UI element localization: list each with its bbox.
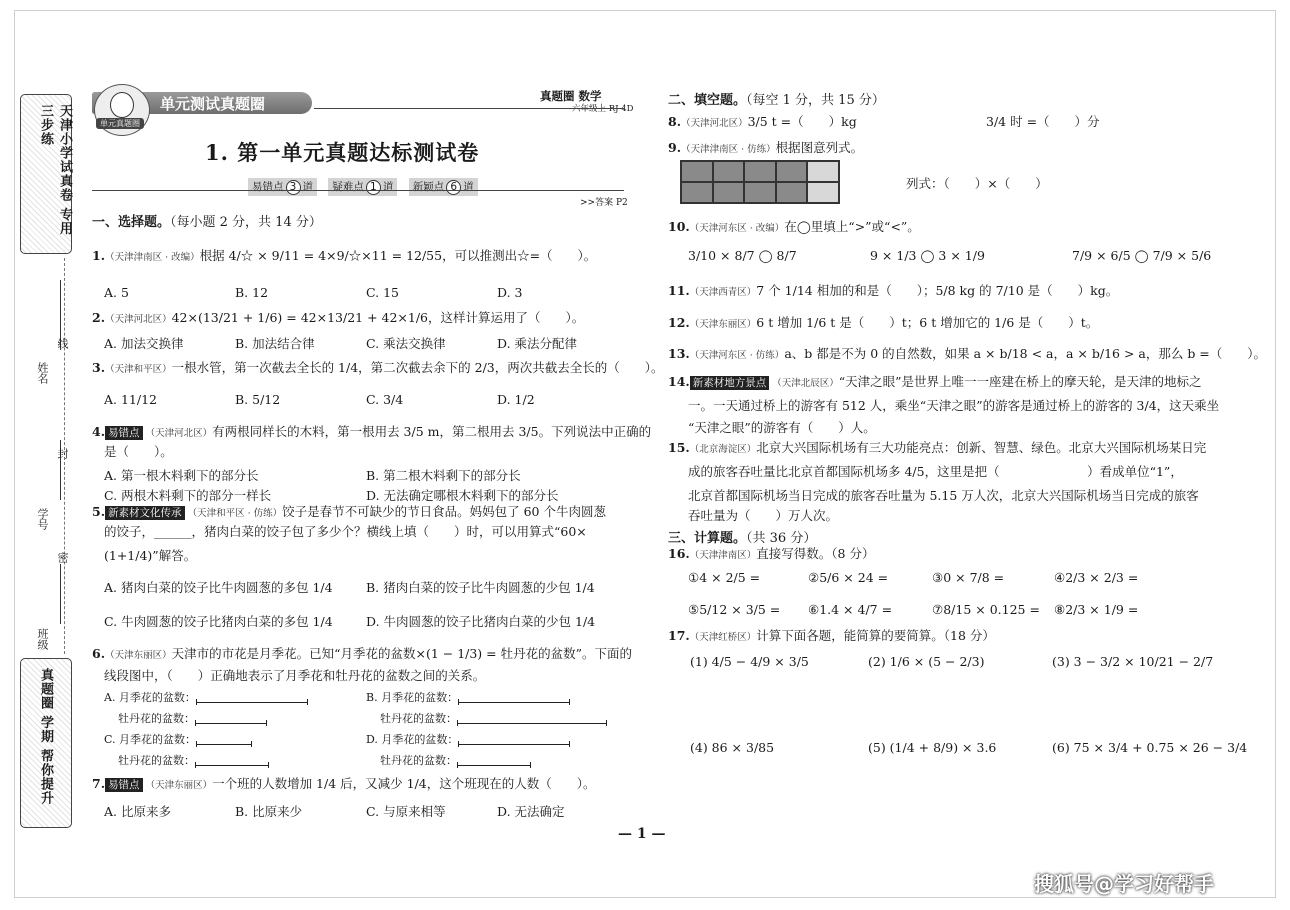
q6-option-d: D. 月季花的盆数： <box>366 731 570 747</box>
q6-option-b: B. 月季花的盆数： <box>366 689 570 705</box>
q3-option-b: B. 5/12 <box>235 392 281 407</box>
question-11: 11.（天津西青区）7 个 1/14 相加的和是（ ）；5/8 kg 的 7/10 是（ ）kg。 <box>668 283 1119 298</box>
count-hard: 疑难点 1 道 <box>328 178 397 196</box>
question-15-line3: 北京首都国际机场当日完成的旅客吞吐量为 5.15 万人次，北京大兴国际机场当日完成的旅客 <box>688 488 1199 503</box>
section3-heading: 三、计算题。（共 36 分） <box>668 531 817 546</box>
q3-option-c: C. 3/4 <box>366 392 404 407</box>
q16-item-8: ⑧2/3 × 1/9 = <box>1054 602 1139 617</box>
strip-top-text: 天津小学试真卷 专用 三步练 <box>38 104 72 236</box>
q6-option-b-sub: 牡丹花的盆数： <box>380 710 607 726</box>
section2-heading: 二、填空题。（每空 1 分，共 15 分） <box>668 93 885 108</box>
banner-title: 单元测试真题圈 <box>160 95 266 113</box>
q6-option-c: C. 月季花的盆数： <box>104 731 252 747</box>
question-14-line2: 一。一天通过桥上的游客有 512 人，乘坐“天津之眼”的游客是通过桥上的游客的 3/4，这天乘坐 <box>688 398 1220 413</box>
q6-option-a-sub: 牡丹花的盆数： <box>118 710 267 726</box>
difficulty-counts <box>248 178 486 196</box>
q16-item-5: ⑤5/12 × 3/5 = <box>688 602 781 617</box>
q1-option-d: D. 3 <box>497 285 523 300</box>
question-9-formula: 列式：（ ）×（ ） <box>906 176 1048 191</box>
q5-option-d: D. 牛肉圆葱的饺子比猪肉白菜的少包 1/4 <box>366 614 596 629</box>
q1-option-a: A. 5 <box>104 285 129 300</box>
class-underline <box>60 564 61 624</box>
section1-heading: 一、选择题。（每小题 2 分，共 14 分） <box>92 215 322 230</box>
question-6-line2: 线段图中，（ ）正确地表示了月季花和牡丹花的盆数之间的关系。 <box>104 668 486 683</box>
q2-option-a: A. 加法交换律 <box>104 336 184 351</box>
question-8: 8.（天津河北区）3/5 t =（ ）kg <box>668 114 857 129</box>
q3-option-a: A. 11/12 <box>104 392 157 407</box>
question-1: 1.（天津津南区 · 改编）根据 4/☆ × 9/11 = 4×9/☆×11 = 12/55，可以推测出☆=（ ）。 <box>92 248 597 263</box>
q7-option-d: D. 无法确定 <box>497 804 565 819</box>
question-9: 9.（天津津南区 · 仿练）根据图意列式。 <box>668 140 864 155</box>
question-10: 10.（天津河东区 · 改编）在◯里填上“>”或“<”。 <box>668 219 920 234</box>
header-rule <box>314 108 624 109</box>
q5-option-b: B. 猪肉白菜的饺子比牛肉圆葱的少包 1/4 <box>366 580 595 595</box>
question-14: 14. 新素材地方景点 （天津北辰区）“天津之眼”是世界上唯一一座建在桥上的摩天轮，是天津的地标之 <box>668 374 1202 389</box>
question-4: 4. 易错点 （天津河北区）有两根同样长的木料，第一根用去 3/5 m，第二根用去 3/5。下列说法中正确的 <box>92 424 652 439</box>
question-2: 2.（天津河北区）42×(13/21 + 1/6) = 42×13/21 + 42×1/6，这样计算运用了（ ）。 <box>92 310 585 325</box>
q7-option-a: A. 比原来多 <box>104 804 171 819</box>
page-title: 1. 第一单元真题达标测试卷 <box>205 140 480 165</box>
question-6: 6.（天津东丽区）天津市的市花是月季花。已知“月季花的盆数×(1 − 1/3) = 牡丹花的盆数”。下面的 <box>92 646 632 661</box>
q6-option-d-sub: 牡丹花的盆数： <box>380 752 531 768</box>
question-4-line2: 是（ ）。 <box>104 444 173 459</box>
q1-option-b: B. 12 <box>235 285 269 300</box>
q16-item-1: ①4 × 2/5 = <box>688 570 761 585</box>
count-novel: 新颖点 6 道 <box>409 178 478 196</box>
question-5-line2: 的饺子，______，猪肉白菜的饺子包了多少个？横线上填（ ）时，可以用算式“60× <box>104 524 587 539</box>
q17-item-6: (6) 75 × 3/4 + 0.75 × 26 − 3/4 <box>1052 740 1248 755</box>
logo-boy-icon <box>110 92 134 118</box>
question-16: 16.（天津津南区）直接写得数。（8 分） <box>668 546 875 561</box>
question-5: 5. 新素材文化传承 （天津和平区 · 仿练）饺子是春节不可缺少的节日食品。妈妈包了 60 个牛肉圆葱 <box>92 504 606 519</box>
q16-item-6: ⑥1.4 × 4/7 = <box>808 602 893 617</box>
question-3: 3.（天津和平区）一根水管，第一次截去全长的 1/4，第二次截去余下的 2/3，两次共截去全长的（ ）。 <box>92 360 664 375</box>
q10-item-2: 9 × 1/3 ◯ 3 × 1/9 <box>870 248 985 263</box>
series-label: 真题圈 数学 <box>540 89 602 103</box>
question-7: 7. 易错点 （天津东丽区）一个班的人数增加 1/4 后，又减少 1/4，这个班现在的人数（ ）。 <box>92 776 596 791</box>
label-feng: 封 <box>56 448 69 459</box>
q17-item-2: (2) 1/6 × (5 − 2/3) <box>868 654 985 669</box>
q16-item-2: ②5/6 × 24 = <box>808 570 889 585</box>
question-13: 13.（天津河东区 · 仿练）a、b 都是不为 0 的自然数，如果 a × b/18 < a，a × b/16 > a，那么 b =（ ）。 <box>668 346 1267 361</box>
q17-item-5: (5) (1/4 + 8/9) × 3.6 <box>868 740 997 755</box>
page-number: — 1 — <box>618 826 666 842</box>
question-15-line2: 成的旅客吞吐量比北京首都国际机场多 4/5，这里是把（ ）看成单位“1”， <box>688 464 1183 479</box>
q7-option-b: B. 比原来少 <box>235 804 303 819</box>
q4-option-d: D. 无法确定哪根木料剩下的部分长 <box>366 488 559 503</box>
shaded-grid-figure <box>680 160 840 204</box>
label-id: 学号 <box>36 508 49 530</box>
question-12: 12.（天津东丽区）6 t 增加 1/6 t 是（ ）t；6 t 增加它的 1/6 是（ ）t。 <box>668 315 1099 330</box>
q5-option-a: A. 猪肉白菜的饺子比牛肉圆葱的多包 1/4 <box>104 580 333 595</box>
strip-bottom-text: 真题圈 学期 帮你提升 <box>38 668 53 806</box>
q1-option-c: C. 15 <box>366 285 399 300</box>
q4-option-a: A. 第一根木料剩下的部分长 <box>104 468 259 483</box>
q2-option-c: C. 乘法交换律 <box>366 336 446 351</box>
label-mi: 密 <box>56 552 69 563</box>
header-divider <box>92 190 624 191</box>
q16-item-7: ⑦8/15 × 0.125 = <box>932 602 1040 617</box>
question-15: 15.（北京海淀区）北京大兴国际机场有三大功能亮点：创新、智慧、绿色。北京大兴国际机场某日完 <box>668 440 1207 455</box>
answer-ref: >>答案 P2 <box>580 198 628 208</box>
q5-option-c: C. 牛肉圆葱的饺子比猪肉白菜的多包 1/4 <box>104 614 333 629</box>
question-14-line3: “天津之眼”的游客有（ ）人。 <box>688 420 876 435</box>
q10-item-3: 7/9 × 6/5 ◯ 7/9 × 5/6 <box>1072 248 1212 263</box>
label-xian: 线 <box>56 338 69 349</box>
q2-option-b: B. 加法结合律 <box>235 336 315 351</box>
q4-option-c: C. 两根木料剩下的部分一样长 <box>104 488 272 503</box>
q6-option-c-sub: 牡丹花的盆数： <box>118 752 269 768</box>
q17-item-4: (4) 86 × 3/85 <box>690 740 775 755</box>
watermark: 搜狐号@学习好帮手 <box>1034 872 1214 896</box>
q4-option-b: B. 第二根木料剩下的部分长 <box>366 468 521 483</box>
question-8-b: 3/4 时 =（ ）分 <box>986 114 1100 129</box>
grade-label: 六年级上 RJ 4D <box>572 104 634 114</box>
q2-option-d: D. 乘法分配律 <box>497 336 578 351</box>
count-easy-error: 易错点 3 道 <box>248 178 317 196</box>
q17-item-1: (1) 4/5 − 4/9 × 3/5 <box>690 654 809 669</box>
q6-option-a: A. 月季花的盆数： <box>104 689 308 705</box>
q7-option-c: C. 与原来相等 <box>366 804 446 819</box>
label-name: 姓名 <box>36 362 49 384</box>
label-class: 班级 <box>36 628 49 650</box>
binding-strip <box>20 68 72 828</box>
q16-item-3: ③0 × 7/8 = <box>932 570 1005 585</box>
logo-ribbon: 单元真题圈 <box>96 118 144 129</box>
question-17: 17.（天津红桥区）计算下面各题，能简算的要简算。（18 分） <box>668 628 995 643</box>
q16-item-4: ④2/3 × 2/3 = <box>1054 570 1139 585</box>
q10-item-1: 3/10 × 8/7 ◯ 8/7 <box>688 248 797 263</box>
q3-option-d: D. 1/2 <box>497 392 535 407</box>
q17-item-3: (3) 3 − 3/2 × 10/21 − 2/7 <box>1052 654 1214 669</box>
question-5-line3: (1+1/4)”解答。 <box>104 548 197 563</box>
question-15-line4: 吞吐量为（ ）万人次。 <box>688 508 839 523</box>
